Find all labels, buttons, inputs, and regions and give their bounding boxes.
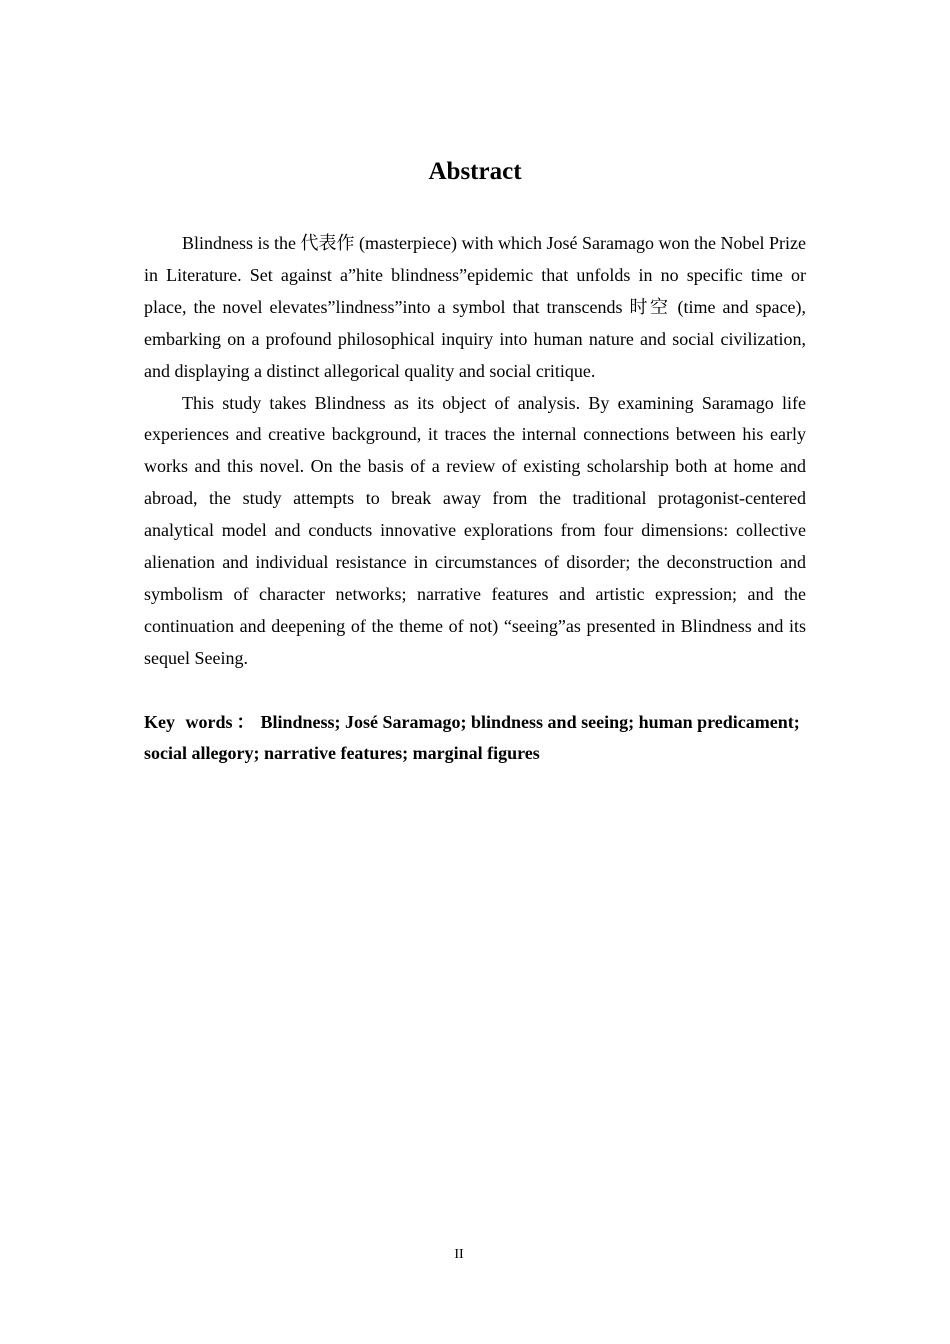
page-number: II bbox=[454, 1247, 464, 1262]
keywords-list: Blindness; José Saramago; blindness and seeing; human predicament; social allegory; narrative features; marginal figures bbox=[144, 712, 800, 763]
abstract-title: Abstract bbox=[428, 158, 522, 185]
abstract-paragraph-1: Blindness is the 代表作 (masterpiece) with which José Saramago won the Nobel Prize in Literature. Set against a”hite blindness”epidemic that unfolds in no specific time or place, the novel elevates”lindness”into a symbol that transcends 时空 (time and space), embarking on a profound philosophical inquiry into human nature and social civilization, and displaying a distinct allegorical quality and social critique. bbox=[144, 233, 806, 381]
abstract-body bbox=[144, 228, 806, 675]
keywords-separator: ： bbox=[236, 712, 255, 732]
abstract-paragraph-2: This study takes Blindness as its object of analysis. By examining Saramago life experiences and creative background, it traces the internal connections between his early works and this novel. On the basis of a review of existing scholarship both at home and abroad, the study attempts to break away from the traditional protagonist-centered analytical model and conducts innovative explorations from four dimensions: collective alienation and individual resistance in circumstances of disorder; the deconstruction and symbolism of character networks; narrative features and artistic expression; and the continuation and deepening of the theme of not) “seeing”as presented in Blindness and its sequel Seeing. bbox=[144, 392, 806, 668]
keywords-section bbox=[144, 707, 806, 769]
keywords-label: Key words bbox=[144, 712, 233, 732]
